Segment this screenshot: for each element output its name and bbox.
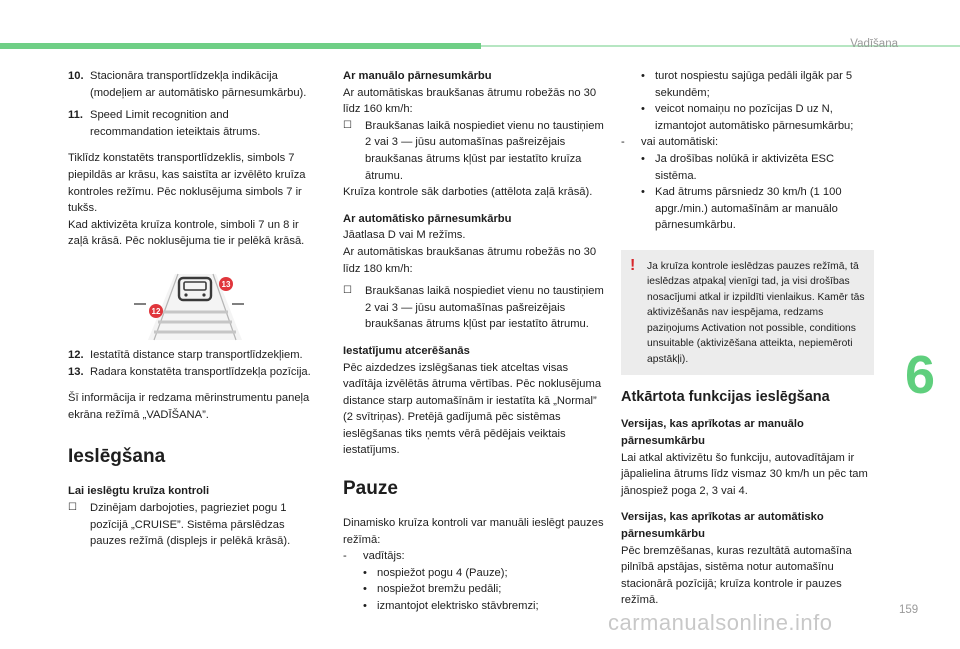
item-text: Iestatītā distance starp transportlīdzekļiem.	[90, 348, 303, 361]
step-text: Braukšanas laikā nospiediet vienu no taustiņiem 2 vai 3 — jūsu automašīnas pašreizējais braukšanas ātrums kļūst par iestatīto kruīza ātrumu.	[365, 119, 604, 182]
bullet-item: • Ja drošības nolūkā ir aktivizēta ESC sistēma.	[641, 152, 835, 182]
subheading: Lai ieslēgtu kruīza kontroli	[68, 485, 210, 498]
paragraph: Ar automātiskas braukšanas ātrumu robežās no 30 līdz 160 km/h:	[343, 86, 597, 116]
item-number: 10.	[68, 70, 84, 82]
bullet-item: • veicot nomaiņu no pozīcijas D uz N, izmantojot automātisko pārnesumkārbu;	[641, 103, 854, 132]
item-text: Stacionāra transportlīdzekļa indikācija (modeļiem ar automātisko pārnesumkārbu).	[90, 70, 307, 99]
arrow-bullet-icon: ☐	[68, 501, 77, 513]
dash-item: - vai automātiski:	[621, 136, 719, 149]
paragraph: Jāatlasa D vai M režīms.	[343, 229, 466, 242]
subheading: Ar automātisko pārnesumkārbu	[343, 212, 512, 225]
item-number: 11.	[68, 109, 83, 122]
subheading: Versijas, kas aprīkotas ar automātisko pārnesumkārbu	[621, 511, 824, 540]
column-right	[621, 68, 874, 609]
bullet-item: • izmantojot elektrisko stāvbremzi;	[363, 600, 539, 613]
step-item	[68, 500, 314, 550]
bullet-item: • turot nospiestu sajūga pedāli ilgāk par 5 sekundēm;	[641, 70, 853, 99]
list-item-12	[68, 347, 314, 364]
column-middle	[343, 68, 608, 615]
warning-box	[621, 250, 874, 376]
section-heading-atkartota: Atkārtota funkcijas ieslēgšana	[621, 389, 830, 406]
callout-13: 13	[221, 279, 231, 289]
warning-icon: !	[630, 256, 636, 274]
section-heading-ieslegsana: Ieslēgšana	[68, 446, 166, 468]
item-text: Speed Limit recognition and recommandation ieteiktais ātrums.	[90, 109, 261, 138]
radar-illustration	[68, 262, 314, 342]
bullet-item: • nospiežot pogu 4 (Pauze);	[363, 566, 508, 579]
paragraph: Ar automātiskas braukšanas ātrumu robežās no 30 līdz 180 km/h:	[343, 245, 597, 275]
page-number: 159	[899, 604, 919, 616]
list-item-10	[68, 68, 314, 101]
arrow-bullet-icon: ☐	[343, 119, 352, 131]
dash-item: - vadītājs:	[343, 550, 405, 563]
section-heading-pauze: Pauze	[343, 478, 398, 500]
step-text: Braukšanas laikā nospiediet vienu no taustiņiem 2 vai 3 — jūsu automašīnas pašreizējais braukšanas ātrums kļūst par iestatīto ātrumu.	[365, 285, 604, 331]
paragraph: Kad aktivizēta kruīza kontrole, simboli 7 un 8 ir zaļā krāsā. Pēc noklusējuma tie ir pelēkā krāsā.	[68, 218, 305, 248]
header-accent-bar	[0, 43, 481, 49]
step-item	[343, 118, 608, 184]
item-text: Radara konstatēta transportlīdzekļa pozīcija.	[90, 365, 311, 378]
paragraph: Pēc aizdedzes izslēgšanas tiek atceltas visas vadītāja izvēlētās ātruma vērtības. Pēc noklusējuma distance starp automašīnām ir iestatīta kā „Normal” (2 svītriņas). Pretējā gadījumā pēc sistēmas ieslēgšanas tiks ņemts vērā pēdējais veiktais iestatījums.	[343, 361, 602, 457]
callout-12: 12	[151, 306, 161, 316]
step-item	[343, 283, 608, 333]
paragraph: Tiklīdz konstatēts transportlīdzeklis, simbols 7 piepildās ar krāsu, kas saistīta ar izvēlēto kruīza kontroles režīmu. Pēc noklusējuma simbols 7 ir tukšs.	[68, 152, 306, 215]
column-left	[68, 68, 314, 550]
paragraph: Pēc bremzēšanas, kuras rezultātā automašīna pilnībā apstājas, sistēma notur automašīnu stacionārā pozīcijā; kruīza kontrole ir pauzes režīmā.	[621, 544, 852, 607]
road-car-graphic	[68, 262, 314, 342]
subheading: Ar manuālo pārnesumkārbu	[343, 70, 492, 82]
step-text: Dzinējam darbojoties, pagrieziet pogu 1 pozīcijā „CRUISE”. Sistēma pārslēdzas pauzes režīmā (displejs ir pelēkā krāsā).	[90, 501, 291, 548]
list-item-11	[68, 107, 314, 140]
paragraph: Šī informācija ir redzama mērinstrumentu paneļa ekrāna režīmā „VADĪŠANA”.	[68, 392, 310, 421]
warning-text: Ja kruīza kontrole ieslēdzas pauzes režīmā, tā ieslēdzas atpakaļ vienīgi tad, ja visi drošības nosacījumi atkal ir izpildīti vienlaikus. Kamēr tās aktivizēšanās nav iespējama, redzams paziņojums Activation not possible, conditions unsuitable (aktivizēšana atteikta, nepiemēroti apstākļi).	[647, 260, 865, 365]
subheading: Iestatījumu atcerēšanās	[343, 344, 470, 357]
subheading: Versijas, kas aprīkotas ar manuālo pārnesumkārbu	[621, 418, 804, 448]
section-title: Vadīšana	[850, 38, 898, 50]
watermark: carmanualsonline.info	[608, 610, 833, 635]
chapter-number: 6	[905, 345, 936, 405]
item-number: 13.	[68, 365, 84, 378]
paragraph: Kruīza kontrole sāk darboties (attēlota zaļā krāsā).	[343, 186, 593, 199]
bullet-item: • Kad ātrums pārsniedz 30 km/h (1 100 apgr./min.) automašīnām ar manuālo pārnesumkārbu.	[641, 186, 842, 232]
bullet-item: • nospiežot bremžu pedāli;	[363, 583, 502, 596]
paragraph: Dinamisko kruīza kontroli var manuāli ieslēgt pauzes režīmā:	[343, 517, 604, 546]
list-item-13	[68, 364, 314, 381]
paragraph: Lai atkal aktivizētu šo funkciju, autovadītājam ir jāpalielina ātrums līdz vismaz 30 km/h un pēc tam jānospiež poga 2, 3 vai 4.	[621, 451, 868, 497]
arrow-bullet-icon: ☐	[343, 285, 352, 297]
item-number: 12.	[68, 348, 84, 361]
